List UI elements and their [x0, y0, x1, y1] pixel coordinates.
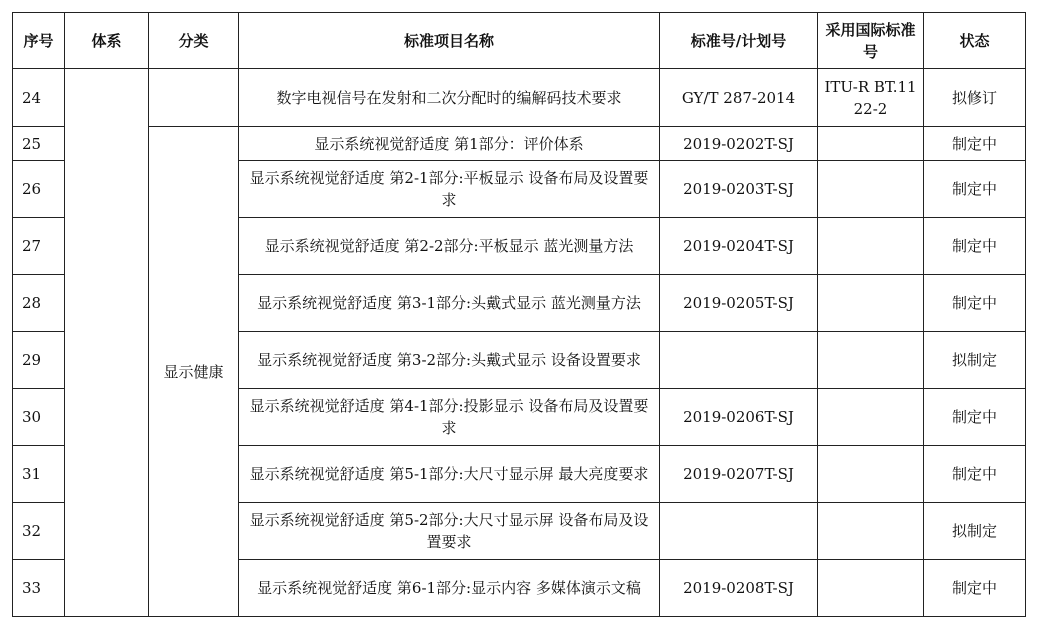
row-status: 拟修订: [924, 69, 1026, 127]
row-number: 2019-0205T-SJ: [660, 275, 818, 332]
row-seq: 27: [13, 218, 65, 275]
row-seq: 25: [13, 127, 65, 161]
header-system: 体系: [65, 13, 149, 69]
row-intl: [818, 161, 924, 218]
row-name-text: 显示系统视觉舒适度 第5-1部分:大尺寸显示屏 最大亮度要求: [249, 465, 649, 483]
row-number: GY/T 287-2014: [660, 69, 818, 127]
row-intl: [818, 275, 924, 332]
row-name-text: 显示系统视觉舒适度 第4-1部分:投影显示 设备布局及设置要求: [249, 397, 649, 437]
row-name: [239, 446, 660, 503]
row-intl: [818, 503, 924, 560]
system-cell: [65, 69, 149, 617]
row-status: 制定中: [924, 275, 1026, 332]
table-row: [13, 69, 1026, 127]
row-name-text: 显示系统视觉舒适度 第6-1部分:显示内容 多媒体演示文稿: [257, 579, 641, 597]
row-name-text: 显示系统视觉舒适度 第2-2部分:平板显示 蓝光测量方法: [264, 237, 634, 255]
row-intl: [818, 69, 924, 127]
row-status: 制定中: [924, 218, 1026, 275]
row-number: 2019-0206T-SJ: [660, 389, 818, 446]
row-status: 拟制定: [924, 503, 1026, 560]
row-number: 2019-0208T-SJ: [660, 560, 818, 617]
header-category: 分类: [149, 13, 239, 69]
row-number: 2019-0203T-SJ: [660, 161, 818, 218]
row-intl: [818, 218, 924, 275]
row-name: [239, 503, 660, 560]
standards-table: [12, 12, 1026, 617]
row-intl: [818, 389, 924, 446]
row-status: 制定中: [924, 161, 1026, 218]
row-status: 制定中: [924, 389, 1026, 446]
row-intl-text: ITU-R BT.1122-2: [824, 77, 917, 118]
row-number: 2019-0207T-SJ: [660, 446, 818, 503]
row-name: [239, 560, 660, 617]
category-cell-empty: [149, 69, 239, 127]
row-intl: [818, 332, 924, 389]
row-number: [660, 332, 818, 389]
row-seq: 28: [13, 275, 65, 332]
row-number: 2019-0202T-SJ: [660, 127, 818, 161]
row-name-text: 显示系统视觉舒适度 第3-2部分:头戴式显示 设备设置要求: [257, 351, 641, 369]
row-name: 数字电视信号在发射和二次分配时的编解码技术要求: [239, 69, 660, 127]
row-status: 制定中: [924, 446, 1026, 503]
row-intl: [818, 446, 924, 503]
row-name: [239, 332, 660, 389]
table-row: [13, 127, 1026, 161]
row-number: 2019-0204T-SJ: [660, 218, 818, 275]
row-seq: 30: [13, 389, 65, 446]
row-status: 制定中: [924, 127, 1026, 161]
row-seq: 24: [13, 69, 65, 127]
row-name-text: 显示系统视觉舒适度 第3-1部分:头戴式显示 蓝光测量方法: [257, 294, 641, 312]
row-name: [239, 389, 660, 446]
category-cell: 显示健康: [149, 127, 239, 617]
row-name: 显示系统视觉舒适度 第1部分：评价体系: [239, 127, 660, 161]
header-intl: [818, 13, 924, 69]
row-name-text: 显示系统视觉舒适度 第2-1部分:平板显示 设备布局及设置要求: [249, 169, 649, 209]
header-intl-label: 采用国际标准号: [825, 20, 916, 61]
row-intl: [818, 560, 924, 617]
header-status: 状态: [924, 13, 1026, 69]
header-number: 标准号/计划号: [660, 13, 818, 69]
row-name-text: 显示系统视觉舒适度 第5-2部分:大尺寸显示屏 设备布局及设置要求: [249, 511, 649, 551]
row-name: [239, 275, 660, 332]
header-seq: 序号: [13, 13, 65, 69]
row-name: [239, 218, 660, 275]
header-name: 标准项目名称: [239, 13, 660, 69]
row-number: [660, 503, 818, 560]
header-row: [13, 13, 1026, 69]
row-seq: 29: [13, 332, 65, 389]
row-seq: 26: [13, 161, 65, 218]
row-name: [239, 161, 660, 218]
row-seq: 32: [13, 503, 65, 560]
row-status: 制定中: [924, 560, 1026, 617]
row-seq: 31: [13, 446, 65, 503]
row-status: 拟制定: [924, 332, 1026, 389]
row-seq: 33: [13, 560, 65, 617]
row-intl: [818, 127, 924, 161]
